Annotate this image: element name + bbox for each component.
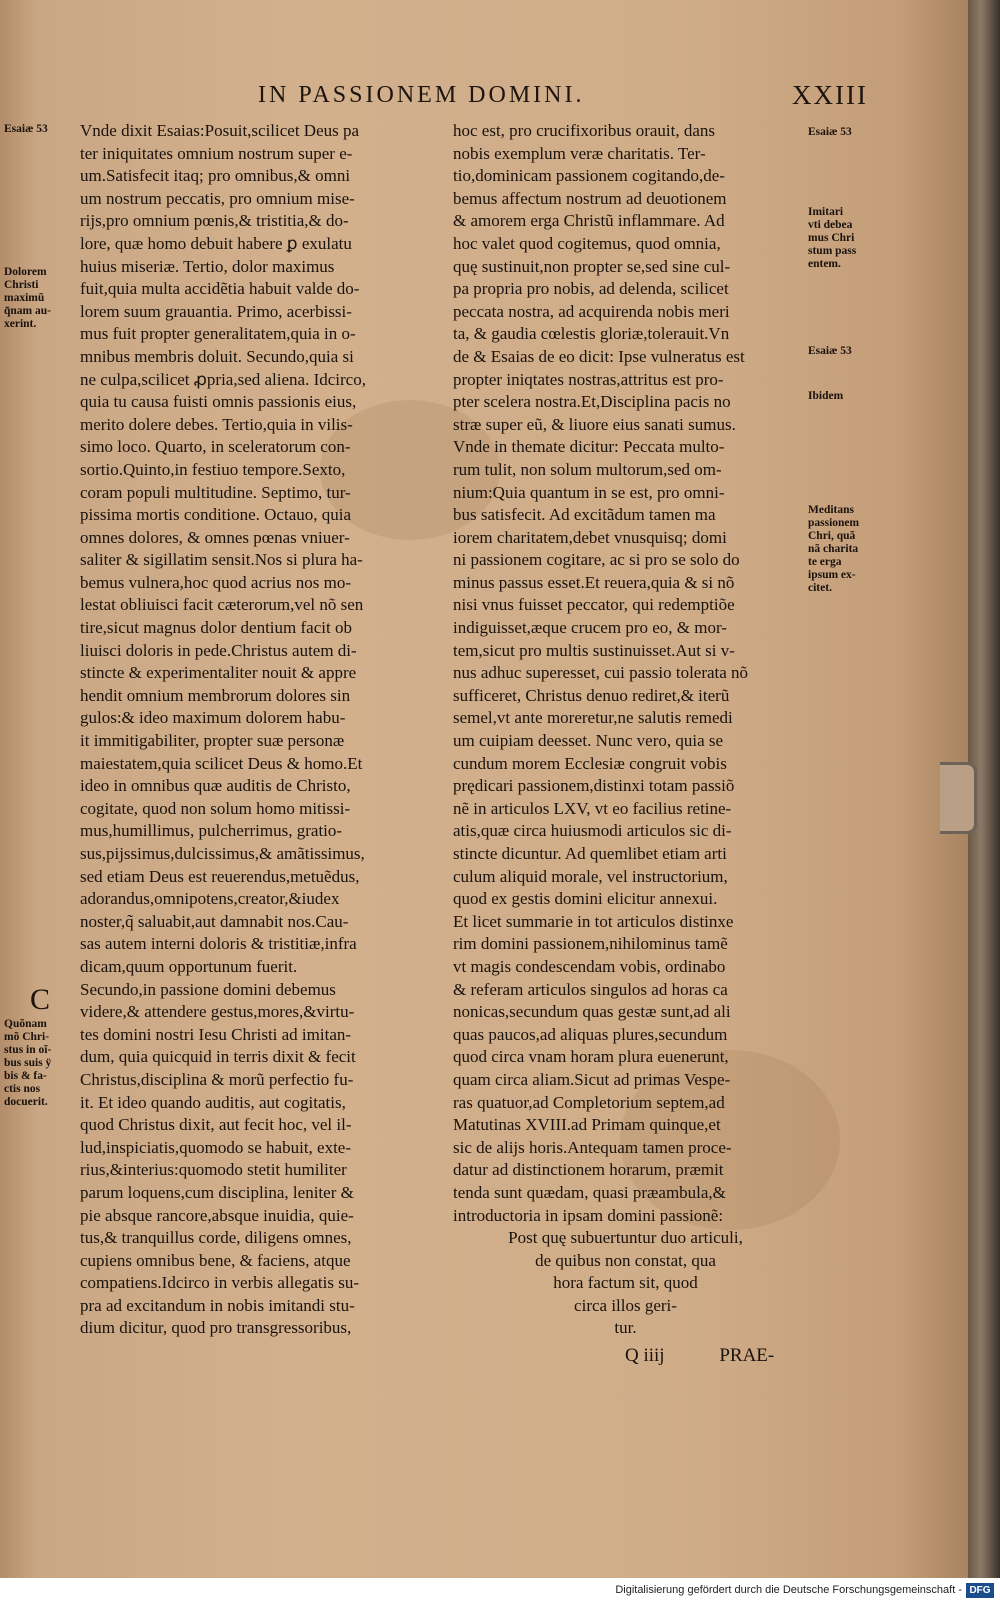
text-line: tur. [614,1318,637,1338]
text-line: nisi vnus fuisset peccator, qui redemptiõe [453,595,735,615]
text-line: adorandus,omnipotens,creator,&iudex [80,889,340,909]
text-line: lore, quæ homo debuit habere ꝑ exulatu [80,233,352,253]
text-line: sortio.Quinto,in festiuo tempore.Sexto, [80,459,346,479]
text-column-left [80,120,426,1340]
text-line: de quibus non constat, qua [535,1250,716,1270]
text-line: circa illos geri- [574,1295,677,1315]
text-line: hoc valet quod cogitemus, quod omnia, [453,233,721,253]
text-line: semel,vt ante moreretur,ne salutis remedi [453,708,733,728]
text-line: compatiens.Idcirco in verbis allegatis su- [80,1273,359,1293]
text-line: hendit omnium membrorum dolores sin [80,685,351,705]
text-line: tio,dominicam passionem cogitando,de- [453,166,725,186]
section-letter: C [30,983,51,1016]
text-line: pa propria pro nobis, ad delenda, scilicet [453,279,729,299]
text-line: sed etiam Deus est reuerendus,metuẽdus, [80,866,360,886]
text-line: bemus affectum nostrum ad deuotionem [453,188,727,208]
text-line: lorem suum grauantia. Primo, acerbissi- [80,301,352,321]
text-line: ne culpa,scilicet ꝓpria,sed aliena. Idcirco, [80,369,366,389]
text-line: nium:Quia quantum in se est, pro omni- [453,482,725,502]
text-line: maiestatem,quia scilicet Deus & homo.Et [80,753,363,773]
text-line: Vnde dixit Esaias:Posuit,scilicet Deus pa [80,121,360,140]
text-line: mus,humillimus, pulcherrimus, gratio- [80,821,343,841]
margin-note-imitari: Imitari vti debea mus Chri stum pass entem. [808,206,857,270]
text-line: dum, quia quicquid in terris dixit & fecit [80,1047,356,1067]
text-line: pissima mortis conditione. Octauo, quia [80,505,352,525]
text-line: hoc est, pro crucifixoribus orauit, dans [453,121,716,140]
text-line: noster,q̃ saluabit,aut damnabit nos.Cau- [80,911,349,931]
catchword-line [625,1345,774,1367]
text-line: parum loquens,cum disciplina, leniter & [80,1182,354,1202]
text-line: quam circa aliam.Sicut ad primas Vespe- [453,1069,731,1089]
text-line: dium dicitur, quod pro transgressoribus, [80,1318,352,1338]
text-line: nẽ in articulos LXV, vt eo facilius retine- [453,798,732,818]
text-line: huius miseriæ. Tertio, dolor maximus [80,256,335,276]
text-line: tem,sicut pro multis sustinuisset.Aut si v- [453,640,735,660]
text-line: ter iniquitates omnium nostrum super e- [80,143,353,163]
text-line: nobis exemplum veræ charitatis. Ter- [453,143,706,163]
margin-note-esaiae-second: Esaiæ 53 [808,345,852,357]
text-line: stincte & experimentaliter nouit & appre [80,663,357,683]
text-line: Et licet summarie in tot articulos distinxe [453,911,734,931]
text-line: um.Satisfecit itaq; pro omnibus,& omni [80,166,351,186]
text-line: pra ad excitandum in nobis imitandi stu- [80,1295,355,1315]
text-line: & referam articulos singulos ad horas ca [453,979,728,999]
text-line: mus fuit propter generalitatem,quia in o- [80,324,356,344]
text-line: rum tulit, non solum multorum,sed om- [453,459,722,479]
text-line: atis,quæ circa huiusmodi articulos sic di- [453,821,732,841]
dfg-logo: DFG [966,1583,994,1598]
margin-note-quonam: Quõnam mõ Chri- stus in oĩ- bus suis ÿ bis & fa- ctis nos docuerit. [4,1018,52,1108]
text-line: iorem charitatem,debet vnusquisq; domi [453,527,727,547]
text-line: introductoria in ipsam domini passionẽ: [453,1205,724,1225]
text-line: peccata nostra, ad acquirenda nobis meri [453,301,730,321]
margin-note-dolorem: Dolorem Christi maximũ q̃nam au- xerint. [4,266,51,330]
text-line: quod Christus dixit, aut fecit hoc, vel il- [80,1115,352,1135]
footer-bar [0,1578,1000,1605]
text-line: Post quę subuertuntur duo articuli, [508,1228,743,1248]
text-line: videre,& attendere gestus,mores,&virtu- [80,1002,355,1022]
page-clip-tab [940,762,977,834]
text-line: tes domini nostri Iesu Christi ad imitan- [80,1024,352,1044]
text-line: bus satisfecit. Ad excitãdum tamen ma [453,505,716,525]
text-line: ta, & gaudia cœlestis gloriæ,tolerauit.Vn [453,324,730,344]
text-line: datur ad distinctionem horarum, præmit [453,1160,724,1180]
text-line: vt magis condescendam vobis, ordinabo [453,956,726,976]
text-line: lestat obliuisci facit cæterorum,vel nõ sen [80,595,364,615]
text-line: gulos:& ideo maximum dolorem habu- [80,708,346,728]
text-line: Matutinas XVIII.ad Primam quinque,et [453,1115,721,1135]
text-line: lud,inspiciatis,quomodo se habuit, exte- [80,1137,352,1157]
text-line: quod ex gestis domini elicitur annexui. [453,889,718,909]
text-line: it immitigabiliter, propter suæ personæ [80,731,345,751]
text-line: dicam,quum opportunum fuerit. [80,956,298,976]
text-line: de & Esaias de eo dicit: Ipse vulneratus est [453,346,745,366]
text-line: quę sustinuit,non propter se,sed sine cul- [453,256,731,276]
text-line: Secundo,in passione domini debemus [80,979,336,999]
margin-note-esaiae-right: Esaiæ 53 [808,126,852,138]
text-line: rijs,pro omnium pœnis,& tristitia,& do- [80,211,349,231]
text-line: stræ super eũ, & liuore eius sanati sumus. [453,414,736,434]
text-line: cogitate, quod non solum homo mitissi- [80,798,351,818]
text-line: mnibus membris doluit. Secundo,quia si [80,346,354,366]
text-line: stincte dicuntur. Ad quemlibet etiam arti [453,844,727,863]
folio-number: XXIII [792,80,868,110]
text-line: ni passionem cogitare, ac si pro se solo do [453,550,740,570]
text-line: rim domini passionem,nihilominus tamẽ [453,934,728,954]
text-line: nonicas,secundum quas gestæ sunt,ad ali [453,1002,731,1022]
text-line: & amorem erga Christũ inflammare. Ad [453,211,725,231]
margin-note-ibidem: Ibidem [808,390,844,402]
text-line: sas autem interni doloris & tristitiæ,infra [80,934,357,954]
text-line: cundum morem Ecclesiæ congruit vobis [453,753,727,773]
text-line: um nostrum peccatis, pro omnium mise- [80,188,355,208]
text-line: pie absque rancore,absque inuidia, quie- [80,1205,354,1225]
text-line: tus,& tranquillus corde, diligens omnes, [80,1228,352,1248]
text-line: Vnde in themate dicitur: Peccata multo- [453,437,725,457]
text-line: tire,sicut magnus dolor dentium facit ob [80,618,352,638]
text-line: tenda sunt quædam, quasi præambula,& [453,1182,726,1202]
text-line: fuit,quia multa accidẽtia habuit valde do- [80,279,360,299]
running-head: IN PASSIONEM DOMINI. [258,82,585,108]
text-line: pter scelera nostra.Et,Disciplina pacis no [453,392,731,412]
text-line: simo loco. Quarto, in sceleratorum con- [80,437,351,457]
funding-credit: Digitalisierung gefördert durch die Deutsche Forschungsgemeinschaft - [615,1584,962,1596]
text-line: culum aliquid morale, vel instructorium, [453,866,728,886]
text-line: cupiens omnibus bene, & faciens, atque [80,1250,351,1270]
text-line: hora factum sit, quod [553,1273,698,1293]
text-line: rius,&interius:quomodo stetit humiliter [80,1160,347,1180]
text-line: prędicari passionem,distinxi totam passiõ [453,776,735,796]
text-line: sus,pijssimus,dulcissimus,& amãtissimus, [80,844,365,863]
text-line: ras quatuor,ad Completorium septem,ad [453,1092,725,1112]
text-line: nus adhuc superesset, cui passio tolerata nõ [453,663,749,683]
text-line: quia tu causa fuisti omnis passionis eius, [80,392,357,412]
text-line: saliter & sigillatim sensit.Nos si plura ha- [80,550,363,570]
text-line: ideo in omnibus quæ auditis de Christo, [80,776,351,796]
signature-mark: Q iiij [625,1345,665,1366]
text-line: sic de alijs horis.Antequam tamen proce- [453,1137,732,1157]
margin-note-meditans: Meditans passionem Chri, quã nã charita te erga ipsum ex- citet. [808,504,860,594]
text-line: minus passus esset.Et reuera,quia & si nõ [453,572,735,592]
text-line: indiguisset,æque crucem pro eo, & mor- [453,618,727,638]
text-line: omnes dolores, & omnes pœnas vniuer- [80,527,350,547]
text-line: bemus vulnera,hoc quod acrius nos mo- [80,572,351,592]
margin-note-esaiae: Esaiæ 53 [4,123,48,135]
text-line: sufficeret, Christus denuo rediret,& iterũ [453,685,730,705]
text-line: merito dolere debes. Tertio,quia in vilis- [80,414,353,434]
text-line: quas paucos,ad aliquas plures,secundum [453,1024,728,1044]
text-line: Christus,disciplina & morũ perfectio fu- [80,1069,354,1089]
text-line: quod circa vnam horam plura euenerunt, [453,1047,729,1067]
catchword: PRAE- [719,1345,775,1366]
text-line: propter iniqtates nostras,attritus est pro- [453,369,724,389]
text-line: coram populi multitudine. Septimo, tur- [80,482,351,502]
text-line: um cuipiam deesset. Nunc vero, quia se [453,731,724,751]
text-column-right [453,120,798,1340]
text-line: liuisci doloris in pede.Christus autem di- [80,640,357,660]
text-line: it. Et ideo quando auditis, aut cogitatis, [80,1092,346,1112]
